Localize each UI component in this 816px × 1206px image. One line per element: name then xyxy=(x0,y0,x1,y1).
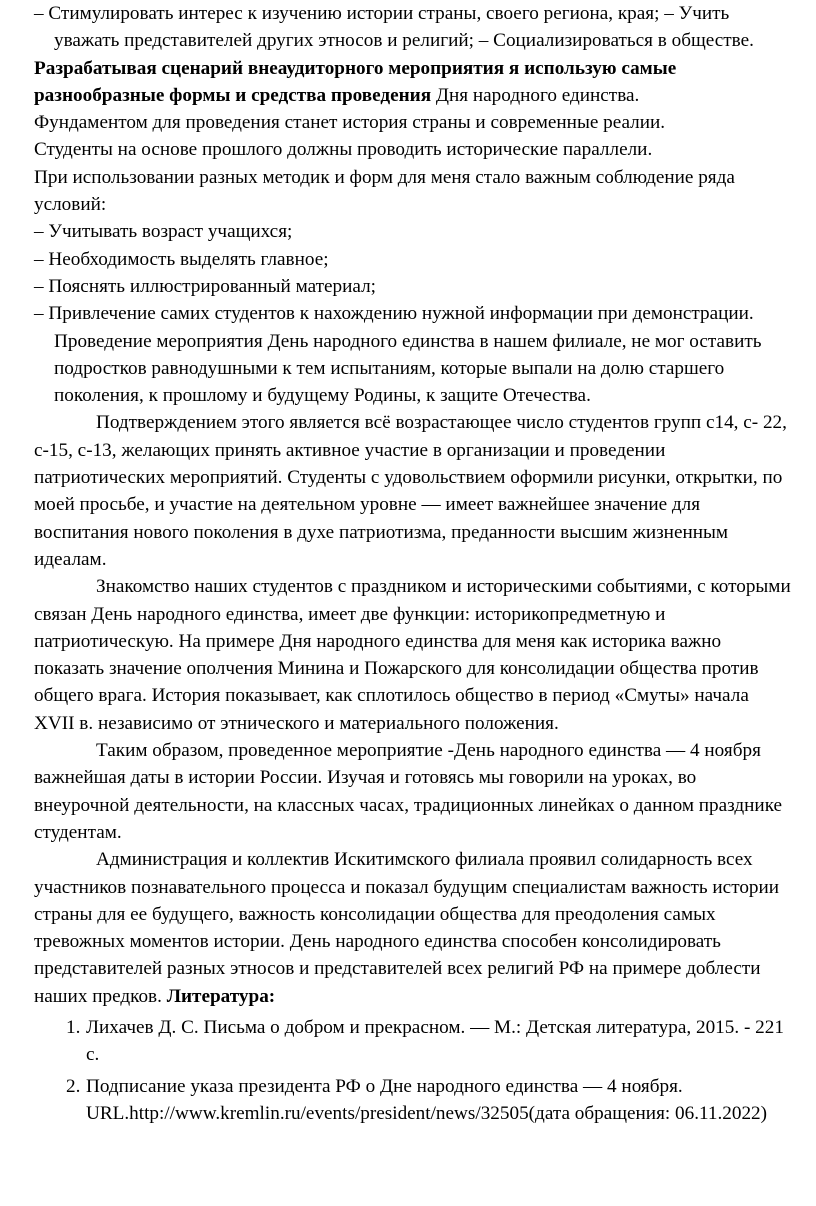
references-list xyxy=(34,1014,794,1127)
reference-text: Лихачев Д. С. Письма о добром и прекрасном. — М.: Детская литература, 2015. - 221 с. xyxy=(86,1016,784,1066)
administration-paragraph xyxy=(34,846,794,1010)
scenario-paragraph xyxy=(34,55,794,110)
conclusion-paragraph: Таким образом, проведенное мероприятие -День народного единства — 4 ноября важнейшая даты в истории России. Изучая и готовясь мы говорили на уроках, во внеурочной деятельности, на классных часах, традиционных линейках о данном празднике студентам. xyxy=(34,740,783,843)
literature-heading: Литература: xyxy=(166,985,276,1007)
list-item: – Пояснять иллюстрированный материал; xyxy=(34,275,376,297)
reference-text: Подписание указа президента РФ о Дне народного единства — 4 ноября. URL.http://www.kremlin.ru/events/president/news/32505(дата обращения: 06.11.2022) xyxy=(86,1075,768,1124)
document-body xyxy=(34,0,794,1131)
reference-item xyxy=(34,1014,794,1069)
conditions-paragraph: При использовании разных методик и форм для меня стало важным соблюдение ряда условий: xyxy=(34,166,735,216)
students-paragraph: Студенты на основе прошлого должны проводить исторические параллели. xyxy=(34,139,653,161)
list-item: – Необходимость выделять главное; xyxy=(34,248,329,270)
reference-number: 2. xyxy=(66,1075,81,1097)
administration-text: Администрация и коллектив Искитимского филиала проявил солидарность всех участников познавательного процесса и показал будущим специалистам важность истории страны для ее будущего, важность консолидации общества для преодоления самых тревожных моментов истории. День народного единства способен консолидировать представителей разных этносов и представителей всех религий РФ на примере доблести наших предков. xyxy=(34,849,780,1007)
scenario-rest-text: Дня народного единства. xyxy=(431,84,640,106)
list-item: – Привлечение самих студентов к нахождению нужной информации при демонстрации. Проведение мероприятия День народного единства в нашем филиале, не мог оставить подростков равнодушными к тем испытаниям, которые выпали на долю старшего поколения, к прошлому и будущему Родины, к защите Отечества. xyxy=(34,303,762,407)
confirmation-paragraph: Подтверждением этого является всё возрастающее число студентов групп с14, с- 22, с-15, с-13, желающих принять активное участие в организации и проведении патриотических мероприятий. Студенты с удовольствием оформили рисунки, открытки, по моей просьбе, и участие на деятельном уровне — имеет важнейшее значение для воспитания нового поколения в духе патриотизма, преданности высшим жизненным идеалам. xyxy=(34,412,787,570)
scenario-bold-text: Разрабатывая сценарий внеаудиторного мероприятия я использую самые разнообразные формы и средства проведения xyxy=(34,57,677,106)
foundation-paragraph: Фундаментом для проведения станет история страны и современные реалии. xyxy=(34,112,666,134)
list-item: – Учитывать возраст учащихся; xyxy=(34,221,293,243)
acquaintance-paragraph: Знакомство наших студентов с праздником и историческими событиями, с которыми связан День народного единства, имеет две функции: историкопредметную и патриотическую. На примере Дня народного единства для меня как историка важно показать значение ополчения Минина и Пожарского для консолидации общества против общего врага. История показывает, как сплотилось общество в период «Смуты» начала XVII в. независимо от этнического и материального положения. xyxy=(34,576,791,734)
reference-number: 1. xyxy=(66,1016,81,1038)
goals-paragraph: – Стимулировать интерес к изучению истории страны, своего региона, края; – Учить уважать представителей других этносов и религий; – Социализироваться в обществе. xyxy=(34,3,754,52)
reference-item xyxy=(34,1073,794,1128)
